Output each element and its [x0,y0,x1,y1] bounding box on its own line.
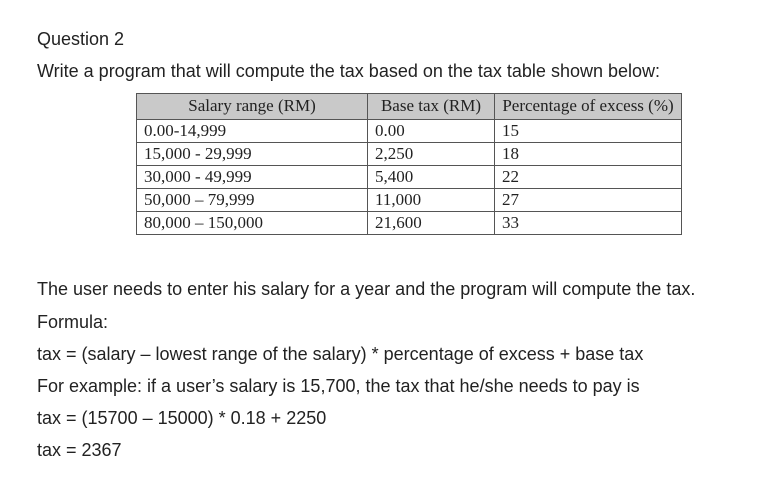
cell-salary-range: 0.00-14,999 [137,120,368,143]
formula-text: tax = (salary – lowest range of the salary) * percentage of excess + base tax [37,344,644,364]
cell-percentage: 27 [495,189,682,212]
example-intro: For example: if a user’s salary is 15,700, the tax that he/she needs to pay is [37,376,640,396]
header-percentage-excess: Percentage of excess (%) [495,94,682,120]
table-row [137,212,682,235]
cell-base-tax: 5,400 [368,166,495,189]
tax-table [136,93,682,235]
cell-percentage: 33 [495,212,682,235]
instruction-text: The user needs to enter his salary for a year and the program will compute the tax. [37,279,696,299]
cell-base-tax: 11,000 [368,189,495,212]
header-salary-range: Salary range (RM) [137,94,368,120]
formula-label: Formula: [37,312,109,332]
cell-salary-range: 80,000 – 150,000 [137,212,368,235]
cell-percentage: 18 [495,143,682,166]
cell-percentage: 22 [495,166,682,189]
table-row [137,166,682,189]
question-description: Write a program that will compute the tax based on the tax table shown below: [37,61,661,81]
cell-salary-range: 15,000 - 29,999 [137,143,368,166]
table-row [137,189,682,212]
cell-base-tax: 21,600 [368,212,495,235]
header-base-tax: Base tax (RM) [368,94,495,120]
cell-percentage: 15 [495,120,682,143]
cell-salary-range: 50,000 – 79,999 [137,189,368,212]
cell-salary-range: 30,000 - 49,999 [137,166,368,189]
example-calculation: tax = (15700 – 15000) * 0.18 + 2250 [37,408,327,428]
table-row [137,143,682,166]
table-header-row [137,94,682,120]
example-result: tax = 2367 [37,440,122,460]
cell-base-tax: 0.00 [368,120,495,143]
question-title: Question 2 [37,29,125,49]
cell-base-tax: 2,250 [368,143,495,166]
table-row [137,120,682,143]
